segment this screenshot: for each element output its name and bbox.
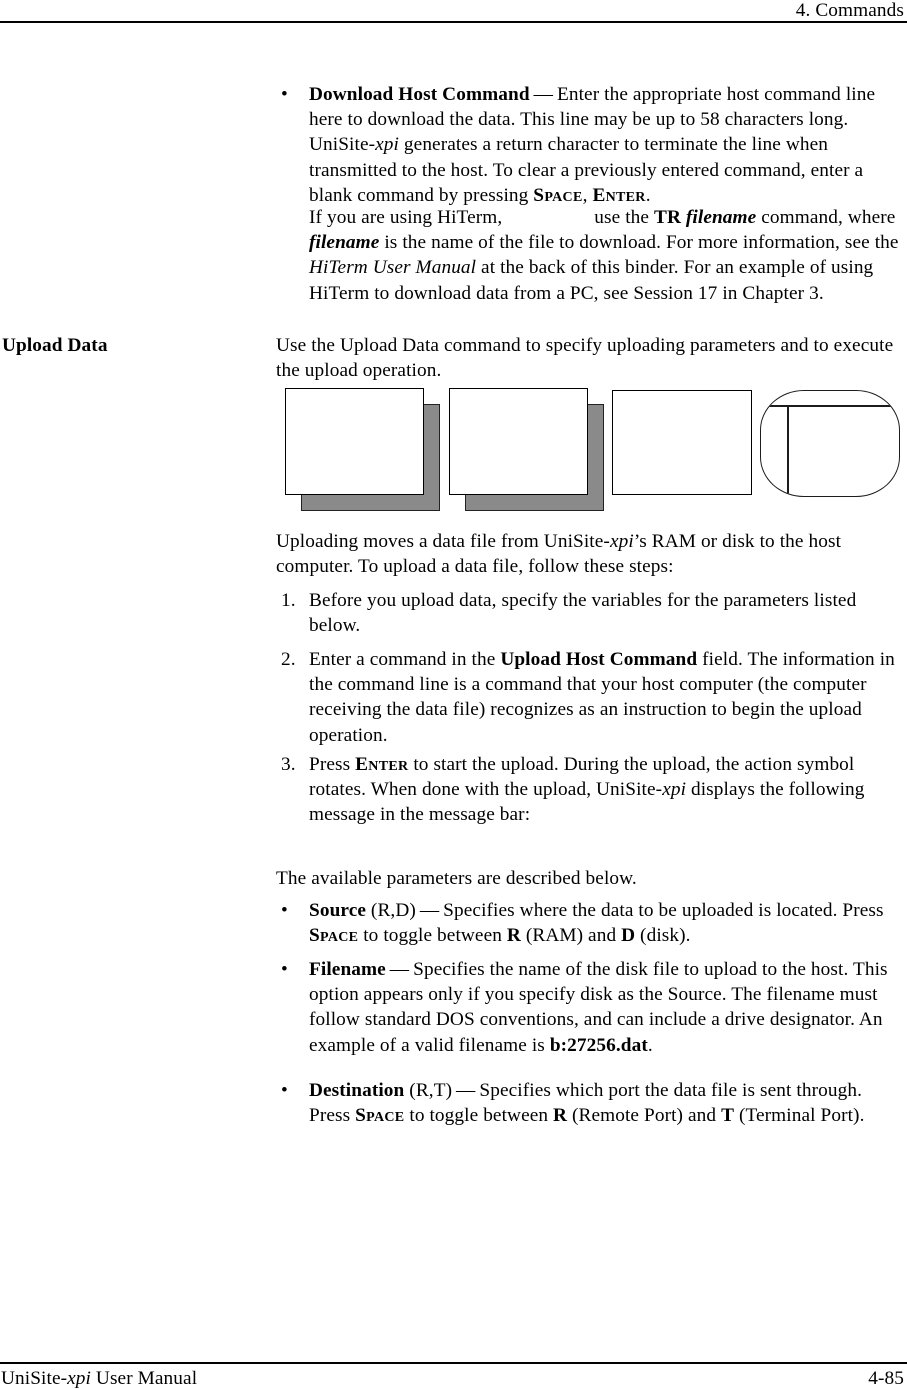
bullet-text (309, 1078, 902, 1128)
text-segment: Filename (309, 959, 386, 980)
text-segment: to start the upload. During the upload, the action symbol rotates. When done with the upload, UniSite- (309, 754, 855, 801)
text-segment: b:27256.dat (549, 1034, 648, 1056)
uploading-paragraph (276, 529, 902, 579)
text-segment: User Manual (91, 1368, 198, 1389)
step-text (309, 588, 902, 638)
text-segment: (disk). (635, 925, 691, 947)
text-segment: to toggle between (404, 1105, 554, 1127)
text-segment: If you are using HiTerm, (309, 207, 503, 228)
screen-horizontal-line (761, 405, 899, 407)
text-segment: (Terminal Port). (734, 1105, 865, 1127)
text-segment: Upload Host Command (500, 649, 698, 670)
text-segment: is the name of the file to download. For more information, see the (379, 232, 899, 254)
text-segment: Source (309, 900, 367, 921)
text-segment: to toggle between (358, 925, 507, 947)
text-segment: Space (309, 925, 359, 947)
bullet-text (309, 957, 902, 1058)
bullet-marker: • (281, 959, 288, 980)
footer-manual-title (1, 1366, 197, 1389)
blank-panel-plain (612, 390, 752, 495)
text-segment: . (645, 184, 651, 206)
step-1 (276, 588, 902, 638)
step-number: 1. (281, 590, 296, 611)
blank-panel-with-shadow-2 (449, 388, 588, 495)
text-segment: filename (685, 207, 757, 228)
bullet-text (309, 82, 902, 208)
text-segment: (RAM) and (520, 925, 622, 947)
text-segment: . (647, 1034, 653, 1056)
text-segment: ’s RAM or disk to the host computer. To upload a data file, follow these steps: (276, 531, 842, 578)
header-rule (0, 21, 907, 23)
text-segment: T (721, 1105, 735, 1127)
text-segment: — Enter the appropriate host command line here to download the data. This line may be up to 58 characters long. UniSite- (309, 84, 876, 156)
text-segment: (R,D) — Specifies where the data to be uploaded is located. Press (366, 900, 884, 921)
text-segment: — Specifies the name of the disk file to upload to the host. This option appears only if you specify disk as the Source. The filename must follow standard DOS conventions, and can include a drive designator. An example of a valid filename is (309, 959, 888, 1056)
text-segment: R (553, 1105, 568, 1127)
source-bullet (276, 898, 902, 948)
rounded-screen-outline (760, 390, 900, 497)
upload-intro-paragraph: Use the Upload Data command to specify uploading parameters and to execute the upload operation. (276, 335, 894, 382)
text-segment: filename (309, 232, 380, 254)
text-segment: R (506, 925, 521, 947)
bullet-marker: • (281, 84, 288, 105)
text-segment: field. The information in the command line is a command that your host computer (the computer receiving the data file) recognizes as an instruction to begin the upload operation. (309, 649, 895, 746)
text-segment: Before you upload data, specify the variables for the parameters listed below. (309, 590, 857, 637)
step-text (309, 647, 902, 748)
text-segment: Space (355, 1105, 405, 1127)
text-segment: (R,T) — Specifies which port the data file is sent through. Press (309, 1080, 862, 1127)
text-segment: HiTerm User Manual (309, 257, 477, 279)
text-segment: UniSite- (1, 1368, 68, 1389)
text-segment: Enter (592, 184, 646, 206)
text-segment: Destination (309, 1080, 405, 1101)
text-segment: Uploading moves a data file from UniSite- (276, 531, 610, 552)
filename-bullet (276, 957, 902, 1058)
text-segment: D (621, 925, 636, 947)
footer-page-number: 4-85 (868, 1368, 904, 1389)
text-segment: Enter a command in the (309, 649, 501, 670)
text-segment: at the back of this binder. For an example of using HiTerm to download data from a PC, see Session 17 in Chapter 3. (309, 257, 874, 304)
step-3 (276, 752, 902, 828)
text-segment: Space (533, 184, 583, 206)
text-segment: Press (309, 754, 356, 775)
text-segment: xpi (609, 531, 634, 552)
step-2 (276, 647, 902, 748)
text-segment: TR (653, 207, 686, 228)
section-heading-upload-data: Upload Data (2, 335, 108, 356)
text-segment: , (582, 184, 593, 206)
text-segment: Download Host Command (309, 84, 530, 105)
hiterm-paragraph (309, 205, 902, 306)
text-segment: use the (594, 207, 654, 228)
bullet-marker: • (281, 900, 288, 921)
page-header-title: 4. Commands (795, 0, 904, 21)
destination-bullet (276, 1078, 902, 1128)
text-segment: displays the following message in the message bar: (309, 779, 865, 826)
step-number: 3. (281, 754, 296, 775)
step-number: 2. (281, 649, 296, 670)
text-segment: xpi (67, 1368, 91, 1389)
text-segment: command, where (756, 207, 896, 228)
text-segment: Enter (355, 754, 409, 775)
available-parameters-paragraph: The available parameters are described below. (276, 868, 637, 889)
step-text (309, 752, 902, 828)
blank-panel-with-shadow-1 (285, 388, 424, 495)
bullet-marker: • (281, 1080, 288, 1101)
text-segment: xpi (375, 134, 399, 156)
bullet-text (309, 898, 902, 948)
text-segment: generates a return character to terminate the line when transmitted to the host. To clear a previously entered command, enter a blank command by pressing (309, 134, 864, 206)
text-segment: (Remote Port) and (567, 1105, 722, 1127)
download-host-command-bullet (276, 82, 902, 208)
screen-vertical-line (787, 405, 789, 496)
footer-rule (0, 1362, 907, 1364)
text-segment: xpi (662, 779, 687, 801)
